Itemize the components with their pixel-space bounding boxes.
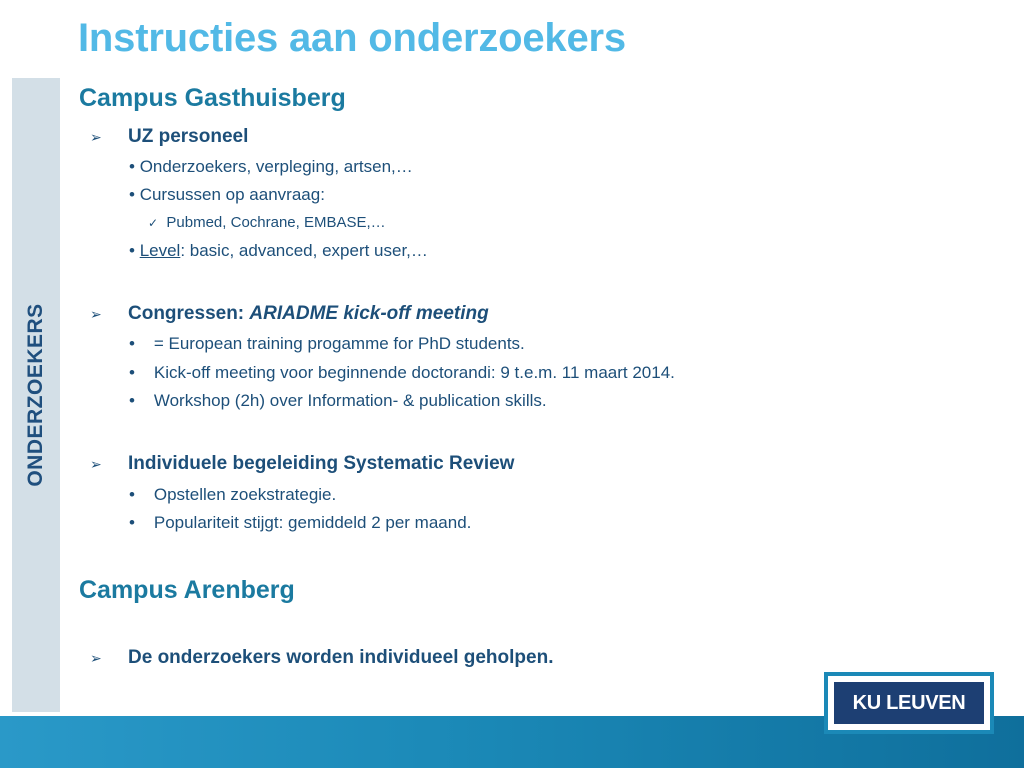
page-title: Instructies aan onderzoekers [78,16,626,60]
level-label: Level [139,241,181,260]
campus-arenberg-heading: Campus Arenberg [79,576,295,604]
bullet-dot-icon: • [129,363,135,382]
section-systematic-review [90,453,514,475]
bullet-dot-icon: • [129,485,135,504]
section-arenberg [90,647,553,669]
list-item [129,185,325,205]
bullet-dot-icon: • [129,334,135,353]
bullet-dot-icon: • [129,157,135,176]
list-item [129,363,675,383]
sidebar-label: ONDERZOEKERS [24,303,47,487]
list-item-text: Workshop (2h) over Information- & publication skills. [153,391,547,410]
section-heading: De onderzoekers worden individueel geholpen. [128,647,554,668]
list-item [129,241,428,261]
bullet-dot-icon: • [129,185,135,204]
list-subitem [148,214,386,231]
logo-text: KU LEUVEN [834,682,984,724]
list-item-text: Cursussen op aanvraag: [139,185,325,204]
list-item-text: : basic, advanced, expert user,… [180,241,428,260]
arrow-bullet-icon: ➢ [90,129,102,145]
list-item [129,334,525,354]
list-item-text: Populariteit stijgt: gemiddeld 2 per maand. [153,513,472,532]
list-item [129,391,547,411]
list-item-text: = European training progamme for PhD students. [153,334,525,353]
section-uz-personeel [90,126,248,148]
list-item-text: Onderzoekers, verpleging, artsen,… [139,157,413,176]
ku-leuven-logo [824,672,994,734]
campus-gasthuisberg-heading: Campus Gasthuisberg [79,84,346,112]
list-item-text: Kick-off meeting voor beginnende doctorandi: 9 t.e.m. 11 maart 2014. [153,363,675,382]
bullet-dot-icon: • [129,513,135,532]
list-item [129,157,413,177]
section-heading: Congressen: [128,303,250,324]
arrow-bullet-icon: ➢ [90,650,102,666]
checkmark-icon: ✓ [148,216,159,230]
bullet-dot-icon: • [129,241,135,260]
section-heading: Individuele begeleiding Systematic Review [128,453,515,474]
bullet-dot-icon: • [129,391,135,410]
arrow-bullet-icon: ➢ [90,456,102,472]
list-subitem-text: Pubmed, Cochrane, EMBASE,… [166,214,386,231]
arrow-bullet-icon: ➢ [90,306,102,322]
section-heading: UZ personeel [128,126,249,147]
list-item [129,485,336,505]
section-congressen [90,303,489,325]
section-heading-italic: ARIADME kick-off meeting [249,303,489,324]
list-item [129,513,471,533]
list-item-text: Opstellen zoekstrategie. [153,485,337,504]
